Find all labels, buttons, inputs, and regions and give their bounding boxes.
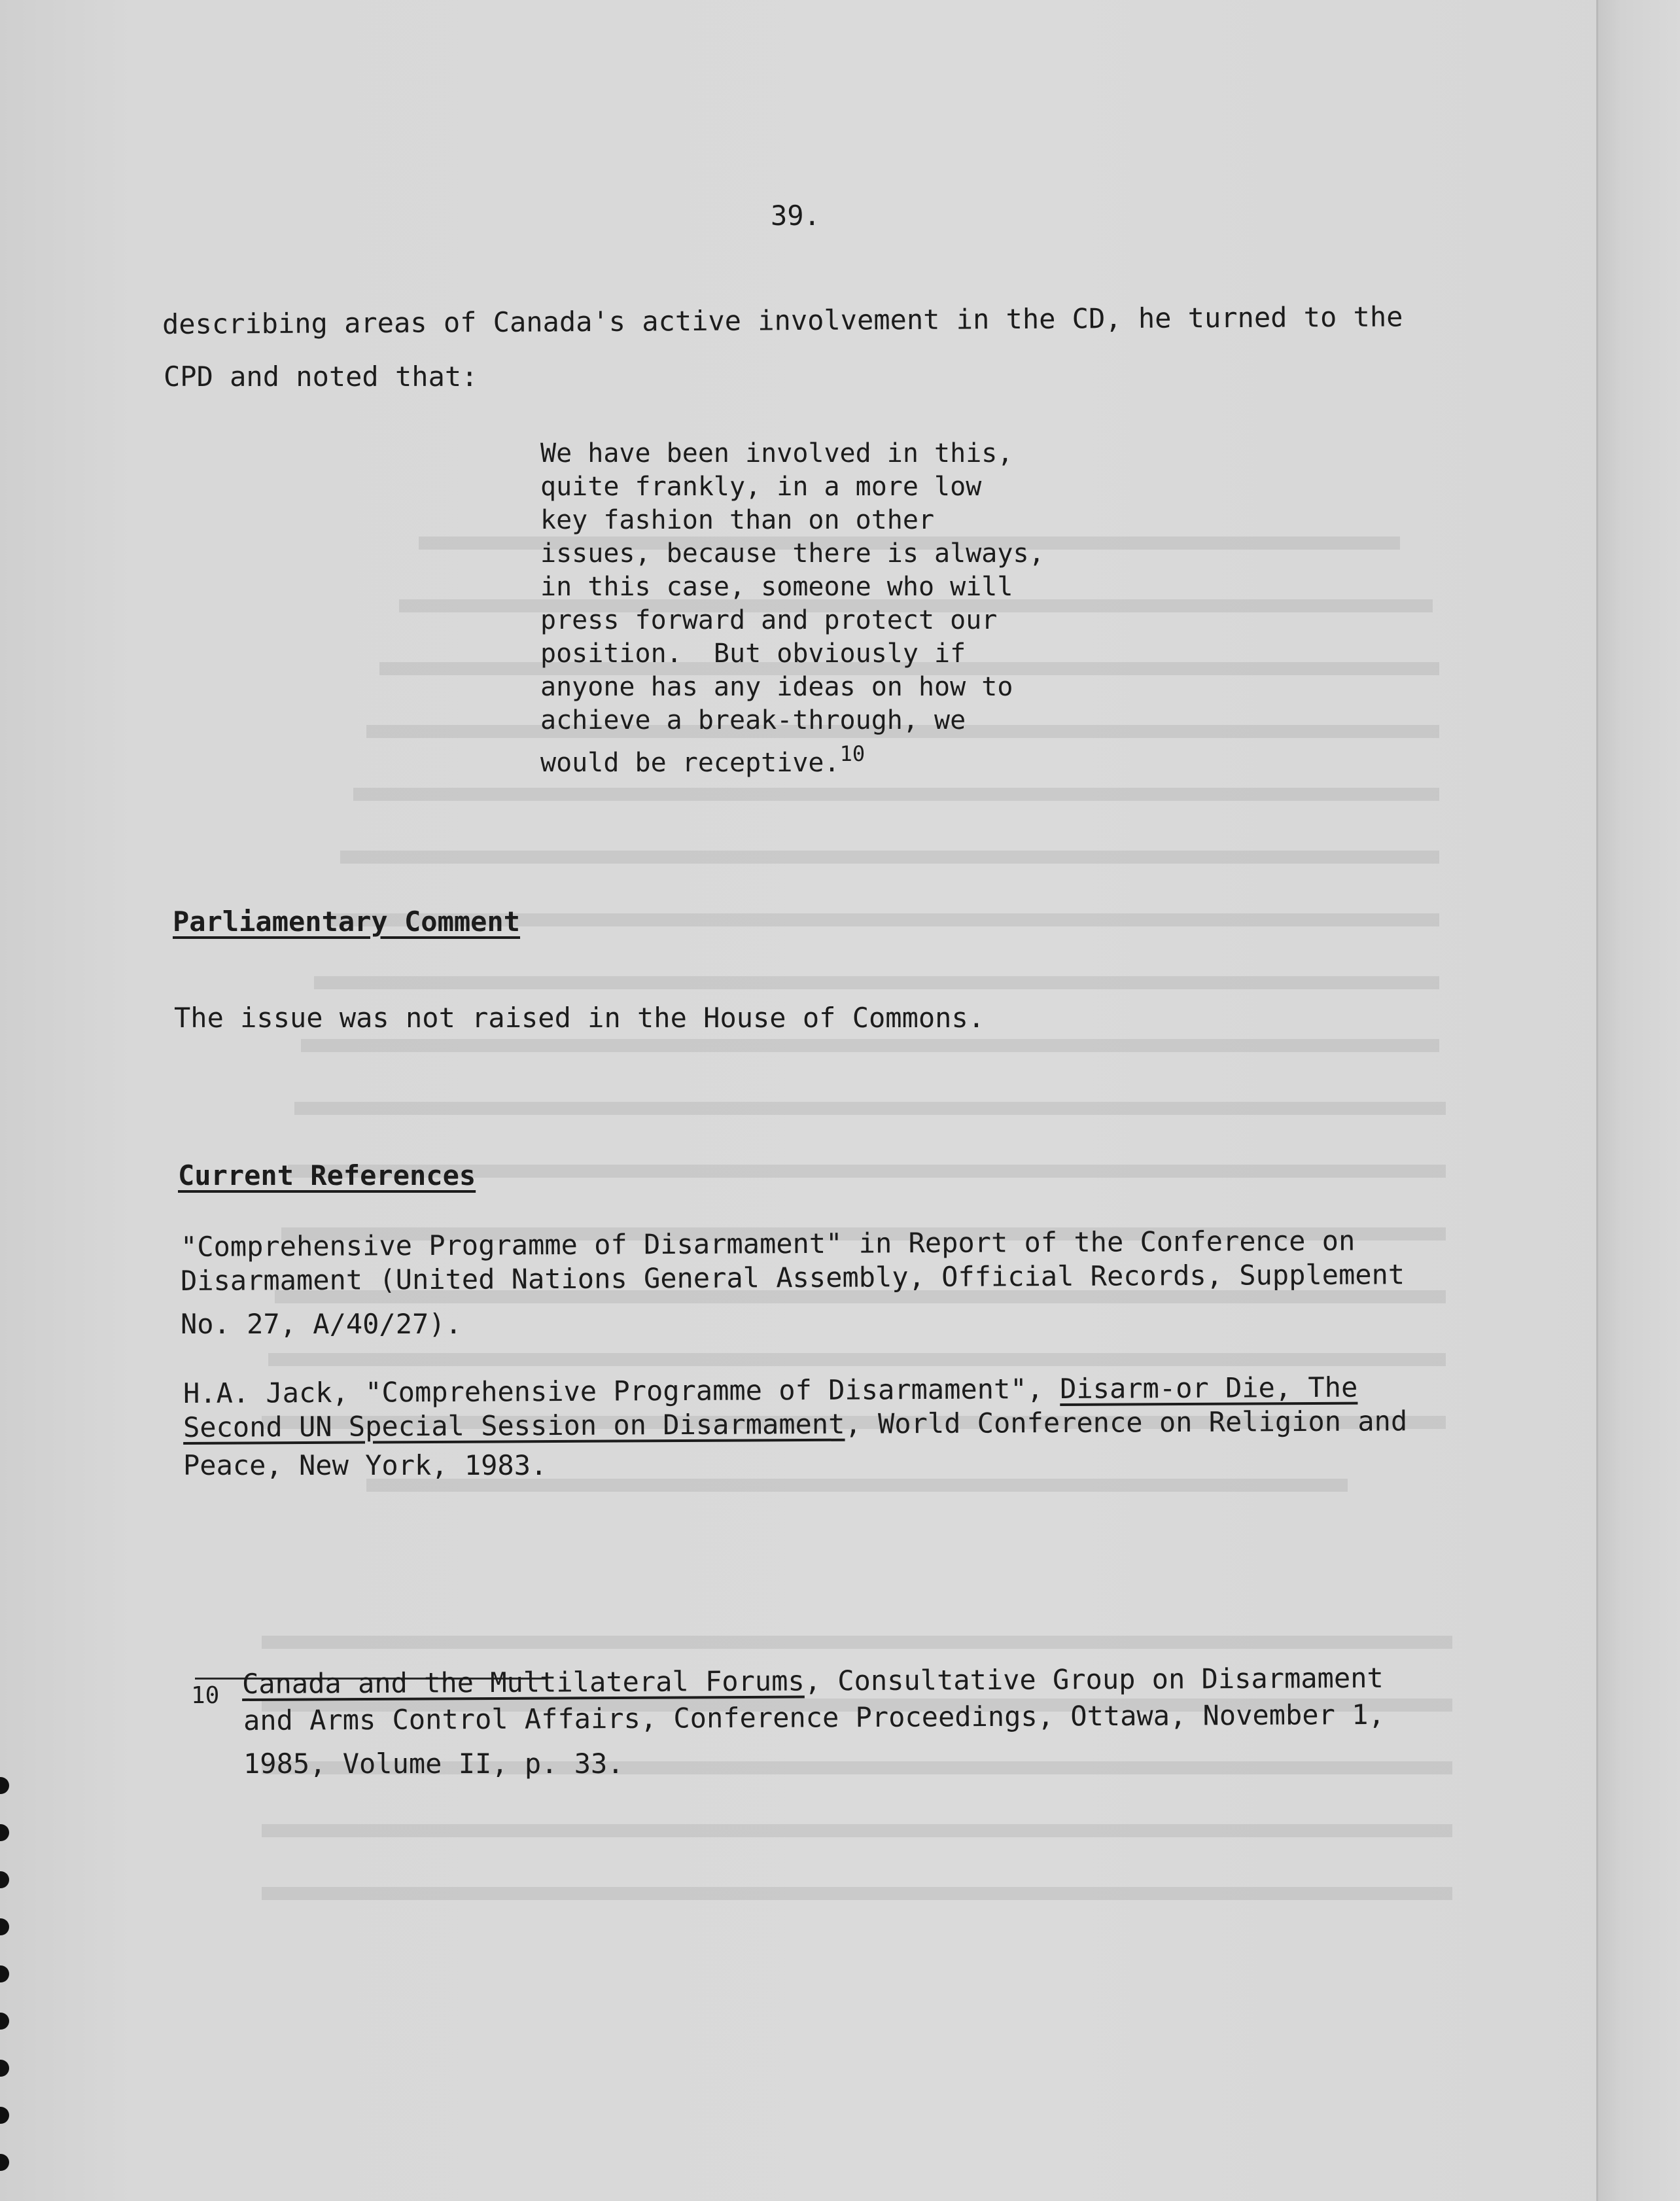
- footnote-number: 10: [191, 1682, 220, 1709]
- footnote-marker: 10: [839, 741, 866, 766]
- reference-1-line-2: Disarmament (United Nations General Assembly, Official Records, Supplement: [180, 1258, 1405, 1297]
- quote-line: issues, because there is always,: [540, 538, 1045, 569]
- reference-2-line-3: Peace, New York, 1983.: [183, 1449, 548, 1481]
- page-fold-line: [1596, 0, 1598, 2201]
- current-references-heading: Current References: [178, 1159, 476, 1191]
- parliamentary-comment-text: The issue was not raised in the House of Commons.: [174, 1002, 985, 1034]
- reference-2-book-subtitle: Second UN Special Session on Disarmament: [183, 1407, 845, 1443]
- quote-line: in this case, someone who will: [540, 572, 1013, 602]
- next-page-edge: [1596, 0, 1680, 2201]
- reference-2-book-title: Disarm-or Die, The: [1060, 1371, 1358, 1405]
- footnote-source-title: Canada and the Multilateral Forums: [241, 1664, 805, 1700]
- quote-line: would be receptive.: [540, 748, 840, 778]
- quote-line: achieve a break-through, we: [540, 705, 966, 735]
- reference-2-line-1: [183, 1371, 1358, 1411]
- reference-2-author-title: H.A. Jack, "Comprehensive Programme of Disarmament",: [183, 1372, 1060, 1409]
- page-number: 39.: [771, 200, 820, 232]
- quote-line: position. But obviously if: [540, 639, 966, 669]
- intro-line-2: CPD and noted that:: [164, 361, 478, 393]
- intro-line-1: describing areas of Canada's active involvement in the CD, he turned to the: [162, 300, 1403, 340]
- footnote-line-3: 1985, Volume II, p. 33.: [243, 1748, 624, 1780]
- footnote-line-2: and Arms Control Affairs, Conference Proceedings, Ottawa, November 1,: [243, 1698, 1385, 1736]
- block-quote: [540, 437, 1045, 780]
- reference-1-line-3: No. 27, A/40/27).: [181, 1308, 462, 1340]
- quote-line: anyone has any ideas on how to: [540, 672, 1013, 702]
- quote-line: press forward and protect our: [540, 605, 998, 635]
- quote-last-line: [540, 737, 1045, 780]
- quote-line: We have been involved in this,: [540, 438, 1013, 468]
- parliamentary-comment-heading: Parliamentary Comment: [173, 906, 521, 938]
- footnote-source-org: , Consultative Group on Disarmament: [804, 1661, 1384, 1697]
- reference-2-publisher: , World Conference on Religion and: [845, 1405, 1408, 1440]
- footnote-line-1: [242, 1661, 1384, 1701]
- reference-2-line-2: [183, 1404, 1407, 1445]
- reference-1-line-1: "Comprehensive Programme of Disarmament" in Report of the Conference on: [180, 1224, 1356, 1263]
- quote-line: key fashion than on other: [540, 505, 935, 535]
- quote-line: quite frankly, in a more low: [540, 472, 982, 502]
